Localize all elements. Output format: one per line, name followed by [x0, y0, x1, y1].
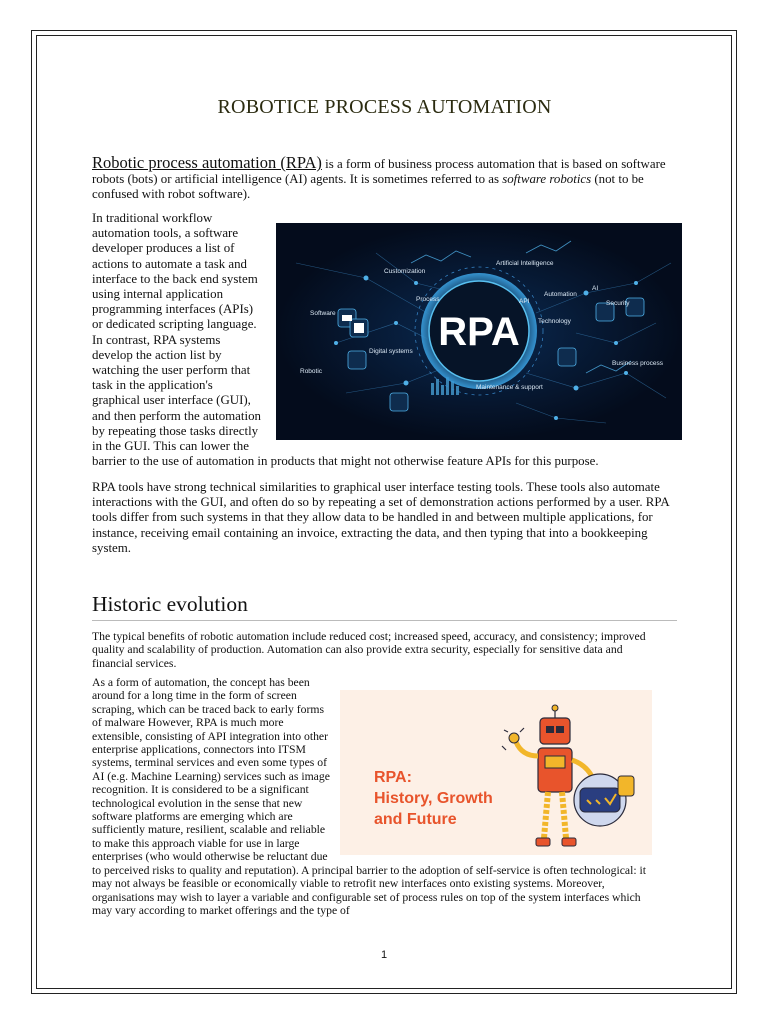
intro-italic-term: software robotics	[502, 172, 592, 187]
section-heading-historic-evolution: Historic evolution	[92, 592, 677, 621]
history-section	[92, 676, 652, 917]
intro-lead-term: Robotic process automation (RPA)	[92, 153, 322, 172]
figure2-line3: and Future	[374, 811, 457, 828]
figure1-label: Robotic	[300, 368, 323, 375]
rpa-network-figure	[276, 223, 682, 440]
figure1-label: Technology	[538, 318, 571, 325]
figure2-line1: RPA:	[374, 769, 412, 786]
figure1-label: Artificial Intelligence	[496, 260, 554, 267]
figure1-label: Process	[416, 296, 440, 303]
figure1-label: Business process	[612, 360, 663, 367]
figure1-label: Maintenance & support	[476, 384, 543, 391]
figure1-label: Digital systems	[369, 348, 413, 355]
figure1-label: API	[519, 298, 530, 305]
history-paragraph: As a form of automation, the concept has been around for a long time in the form of screen scraping, which can be traced back to early forms of malware However, RPA is much more extensible, consisting of API integration into other enterprise applications, connectors into ITSM systems, terminal services and even some types of AI (e.g. Machine Learning) services such as image recognition. It is considered to be a significant technological evolution in the sense that new software platforms are emerging which are sufficiently mature, resilient, scalable and reliable to make this approach viable for use in large enterprises (who would otherwise be reluctant due to perceived risks to quality and reputation). A principal barrier to the adoption of self-service is often technological: it may not always be feasible or economically viable to retrofit new interfaces onto existing systems. Moreover, organisations may wish to layer a variable and configurable set of process rules on top of the system interfaces which may vary according to market offerings and the type of	[92, 676, 647, 917]
rpa-history-figure	[340, 690, 652, 855]
figure1-center-text: RPA	[438, 310, 520, 354]
rpa-tools-paragraph: RPA tools have strong technical similarities to graphical user interface testing tools. These tools also automate interactions with the GUI, and often do so by repeating a set of demonstration actions performed by a user. RPA tools differ from such systems in that they allow data to be handled in and between multiple applications, for instance, receiving email containing an invoice, extracting the data, and then typing that into a bookkeeping system.	[92, 480, 669, 555]
figure2-line2: History, Growth	[374, 790, 493, 807]
document-title: ROBOTICE PROCESS AUTOMATION	[217, 96, 552, 118]
page-number: 1	[380, 949, 388, 961]
intro-text-1: is a form of business process automation that is based on software robots (bots) or artificial intelligence (AI) agents. It is sometimes referred to as	[92, 157, 666, 187]
intro-text-2: (not to be confused with robot software).	[92, 172, 644, 202]
figure1-label: Security	[606, 300, 630, 307]
workflow-section	[92, 211, 692, 469]
figure1-label: Software	[310, 310, 336, 317]
figure1-label: AI	[592, 285, 599, 292]
figure1-label: Automation	[544, 291, 577, 298]
workflow-paragraph: In traditional workflow automation tools, a software developer produces a list of actions to automate a task and interface to the back end system using internal application programming interfaces (APIs) or dedicated scripting language. In contrast, RPA systems develop the action list by watching the user perform that task in the application's graphical user interface (GUI), and then perform the automation by repeating those tasks directly in the GUI. This can lower the barrier to the use of automation in products that might not otherwise feature APIs for this purpose.	[92, 211, 599, 469]
intro-paragraph	[92, 155, 677, 203]
benefits-paragraph: The typical benefits of robotic automation include reduced cost; increased speed, accuracy, and consistency; improved quality and scalability of production. Automation can also provide extra security, especially for sensitive data and financial services.	[92, 630, 646, 670]
figure1-label: Customization	[384, 268, 426, 275]
